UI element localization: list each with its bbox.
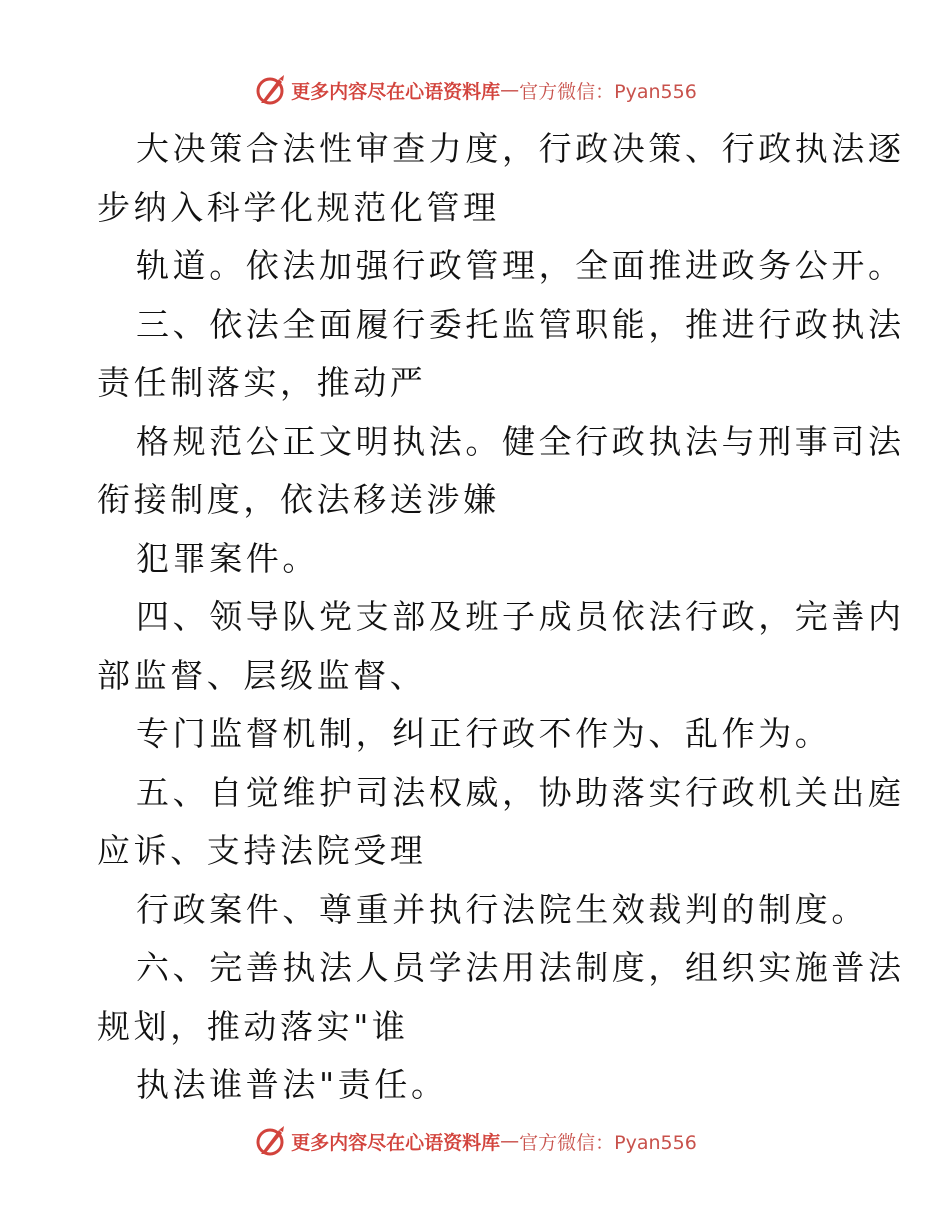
feather-pen-circle-icon xyxy=(253,1124,287,1158)
paragraph-line: 轨道。依法加强行政管理，全面推进政务公开。 xyxy=(136,246,905,285)
paragraph-line: 格规范公正文明执法。健全行政执法与刑事司法 xyxy=(136,421,905,461)
paragraph-line: 六、完善执法人员学法用法制度，组织实施普法 xyxy=(136,948,905,987)
paragraph-line: 专门监督机制，纠正行政不作为、乱作为。 xyxy=(136,714,832,753)
paragraph-line: 大决策合法性审查力度，行政决策、行政执法逐 xyxy=(136,129,905,168)
watermark-contact: 官方微信：Pyan556 xyxy=(519,1131,697,1154)
watermark-contact: 官方微信：Pyan556 xyxy=(519,80,697,103)
watermark-prefix: 更多内容尽在心语资料库 xyxy=(291,1131,501,1154)
watermark-separator: — xyxy=(500,1130,520,1152)
paragraph-line: 行政案件、尊重并执行法院生效裁判的制度。 xyxy=(136,889,868,929)
paragraph-line: 执法谁普法"责任。 xyxy=(136,1065,448,1104)
watermark-prefix: 更多内容尽在心语资料库 xyxy=(291,80,501,103)
watermark-footer xyxy=(0,1121,950,1161)
document-body xyxy=(97,120,905,1115)
paragraph-line: 责任制落实，推动严 xyxy=(97,363,427,402)
paragraph-line: 规划，推动落实"谁 xyxy=(97,1006,409,1046)
watermark-header xyxy=(0,70,950,110)
paragraph-line: 四、领导队党支部及班子成员依法行政，完善内 xyxy=(136,597,905,636)
paragraph-line: 部监督、层级监督、 xyxy=(97,655,427,695)
paragraph-line: 衔接制度，依法移送涉嫌 xyxy=(97,480,500,519)
paragraph-line: 应诉、支持法院受理 xyxy=(97,831,427,870)
paragraph-line: 犯罪案件。 xyxy=(136,538,319,578)
paragraph-line: 步纳入科学化规范化管理 xyxy=(97,187,500,227)
feather-pen-circle-icon xyxy=(253,73,287,107)
paragraph-line: 三、依法全面履行委托监管职能，推进行政执法 xyxy=(136,304,905,344)
watermark-separator: — xyxy=(500,79,520,101)
paragraph-line: 五、自觉维护司法权威，协助落实行政机关出庭 xyxy=(136,772,905,812)
